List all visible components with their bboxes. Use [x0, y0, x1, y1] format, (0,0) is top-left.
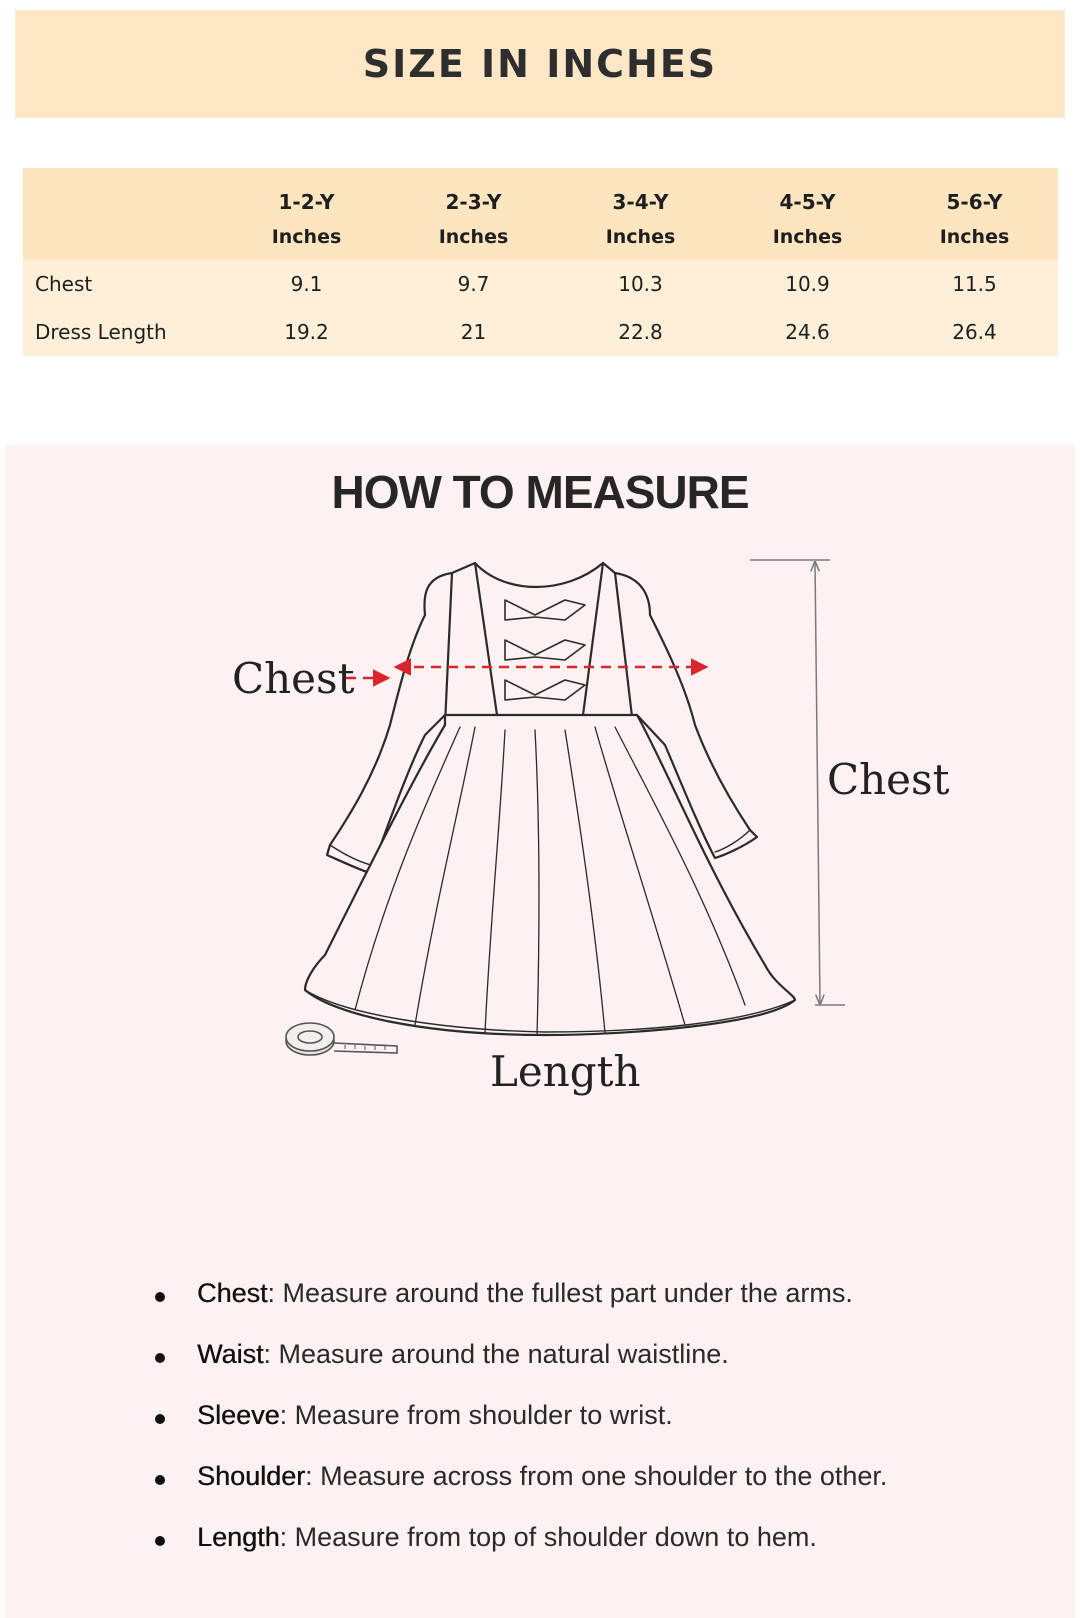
- size-chart-title: SIZE IN INCHES: [362, 42, 718, 86]
- tip-term: Sleeve: [197, 1400, 280, 1430]
- list-item: [155, 1339, 887, 1400]
- size-header: 5-6-Y: [891, 168, 1058, 214]
- tip-term: Length: [197, 1522, 280, 1552]
- tip-term: Waist: [197, 1339, 264, 1369]
- bullet-icon: [155, 1536, 165, 1546]
- table-row: [23, 308, 1058, 356]
- table-cell: 26.4: [891, 308, 1058, 356]
- table-row: [23, 260, 1058, 308]
- chest-label-left: Chest: [232, 654, 355, 703]
- unit-header: Inches: [223, 214, 390, 260]
- dress-sketch-icon: [305, 563, 795, 1035]
- size-header: 1-2-Y: [223, 168, 390, 214]
- bullet-icon: [155, 1292, 165, 1302]
- measurement-tips-list: [155, 1278, 887, 1583]
- table-cell: 24.6: [724, 308, 891, 356]
- unit-header: Inches: [891, 214, 1058, 260]
- bullet-icon: [155, 1414, 165, 1424]
- size-header: 2-3-Y: [390, 168, 557, 214]
- tip-text: : Measure from shoulder to wrist.: [279, 1400, 673, 1430]
- unit-header: Inches: [390, 214, 557, 260]
- empty-header-cell: [23, 214, 223, 260]
- row-label: Chest: [23, 260, 223, 308]
- list-item: [155, 1522, 887, 1583]
- tip-text: : Measure across from one shoulder to the other.: [305, 1461, 888, 1491]
- size-header: 4-5-Y: [724, 168, 891, 214]
- how-to-measure-title: HOW TO MEASURE: [331, 466, 749, 518]
- tip-text: : Measure from top of shoulder down to hem.: [279, 1522, 817, 1552]
- list-item: [155, 1400, 887, 1461]
- bullet-icon: [155, 1353, 165, 1363]
- tip-term: Chest: [197, 1278, 268, 1308]
- table-cell: 9.1: [223, 260, 390, 308]
- unit-header-row: [23, 214, 1058, 260]
- tip-text: : Measure around the fullest part under the arms.: [267, 1278, 853, 1308]
- row-label: Dress Length: [23, 308, 223, 356]
- tip-text: : Measure around the natural waistline.: [263, 1339, 729, 1369]
- table-cell: 22.8: [557, 308, 724, 356]
- table-cell: 19.2: [223, 308, 390, 356]
- empty-header-cell: [23, 168, 223, 214]
- size-header: 3-4-Y: [557, 168, 724, 214]
- table-cell: 11.5: [891, 260, 1058, 308]
- list-item: [155, 1461, 887, 1522]
- size-table: [23, 168, 1058, 356]
- unit-header: Inches: [724, 214, 891, 260]
- chest-label-right: Chest: [827, 755, 950, 804]
- table-cell: 9.7: [390, 260, 557, 308]
- tip-term: Shoulder: [197, 1461, 306, 1491]
- bullet-icon: [155, 1475, 165, 1485]
- length-label: Length: [490, 1047, 641, 1096]
- list-item: [155, 1278, 887, 1339]
- size-chart-title-banner: [15, 10, 1065, 118]
- measurement-diagram: [5, 445, 1075, 1245]
- table-cell: 10.3: [557, 260, 724, 308]
- unit-header: Inches: [557, 214, 724, 260]
- table-cell: 21: [390, 308, 557, 356]
- table-cell: 10.9: [724, 260, 891, 308]
- size-header-row: [23, 168, 1058, 214]
- tape-measure-icon: [286, 1023, 397, 1055]
